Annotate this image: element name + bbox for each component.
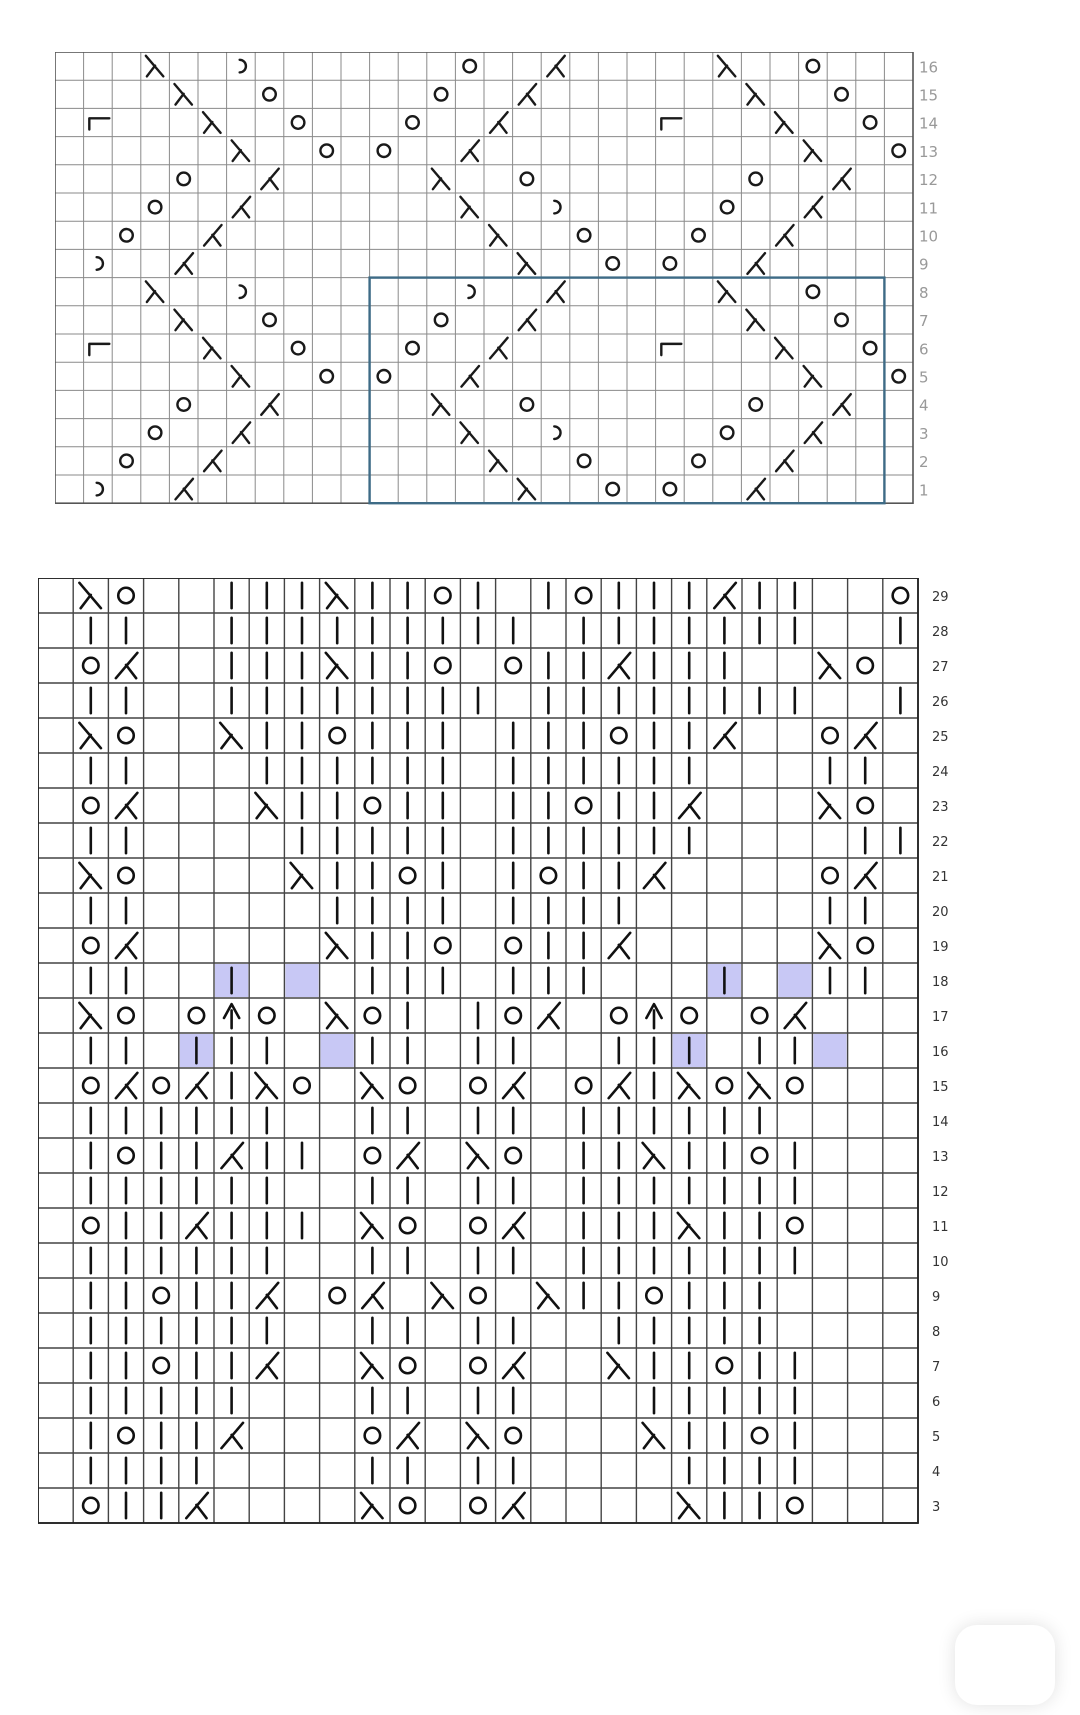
scroll-button-corner[interactable] [955,1625,1055,1705]
no-stitch-cell [285,964,318,997]
chart2-row-number: 8 [932,1324,941,1340]
chart2-row-number: 19 [932,939,949,955]
chart1-row-number: 15 [919,86,939,105]
chart1-row-number: 6 [919,340,929,359]
chart1-row-labels [919,58,938,499]
chart2-row-number: 18 [932,974,949,990]
chart1-row-number: 2 [919,453,929,472]
chart2-row-number: 26 [932,694,949,710]
knitting-chart-bottom [38,578,978,1543]
chart2-row-number: 13 [932,1149,949,1165]
chart2-row-labels [932,590,949,1515]
chart1-row-number: 11 [919,199,939,218]
chart2-row-number: 10 [932,1254,949,1270]
chart2-row-number: 27 [932,659,949,675]
chart2-row-number: 25 [932,729,949,745]
chart1-row-number: 1 [919,481,929,500]
chart2-row-number: 29 [932,589,949,605]
chart1-row-number: 12 [919,171,939,190]
chart2-row-number: 5 [932,1429,941,1445]
chart2-row-number: 22 [932,834,949,850]
chart1-row-number: 13 [919,142,939,161]
chart2-row-number: 24 [932,764,949,780]
chart2-row-number: 7 [932,1359,941,1375]
chart2-row-number: 15 [932,1079,949,1095]
chart1-row-number: 5 [919,368,929,387]
chart2-row-number: 17 [932,1009,949,1025]
chart1-row-number: 8 [919,283,929,302]
chart2-row-number: 28 [932,624,949,640]
chart2-row-number: 20 [932,904,949,920]
chart2-row-number: 23 [932,799,949,815]
chart1-row-number: 10 [919,227,939,246]
no-stitch-cell [813,1034,846,1067]
chart2-row-number: 9 [932,1289,941,1305]
chart1-row-number: 3 [919,424,929,443]
chart2-row-number: 11 [932,1219,949,1235]
knitting-chart-top [55,52,975,532]
chart1-row-number: 14 [919,114,939,133]
chart2-row-number: 14 [932,1114,949,1130]
chart1-row-number: 4 [919,396,929,415]
chart2-row-number: 21 [932,869,949,885]
chart2-row-number: 12 [932,1184,949,1200]
chart1-row-number: 7 [919,312,929,331]
chart1-row-number: 16 [919,58,939,77]
chart2-row-number: 6 [932,1394,941,1410]
chart2-row-number: 3 [932,1499,941,1515]
no-stitch-cell [321,1034,354,1067]
chart1-row-number: 9 [919,255,929,274]
no-stitch-cell [778,964,811,997]
chart2-row-number: 4 [932,1464,941,1480]
chart2-row-number: 16 [932,1044,949,1060]
